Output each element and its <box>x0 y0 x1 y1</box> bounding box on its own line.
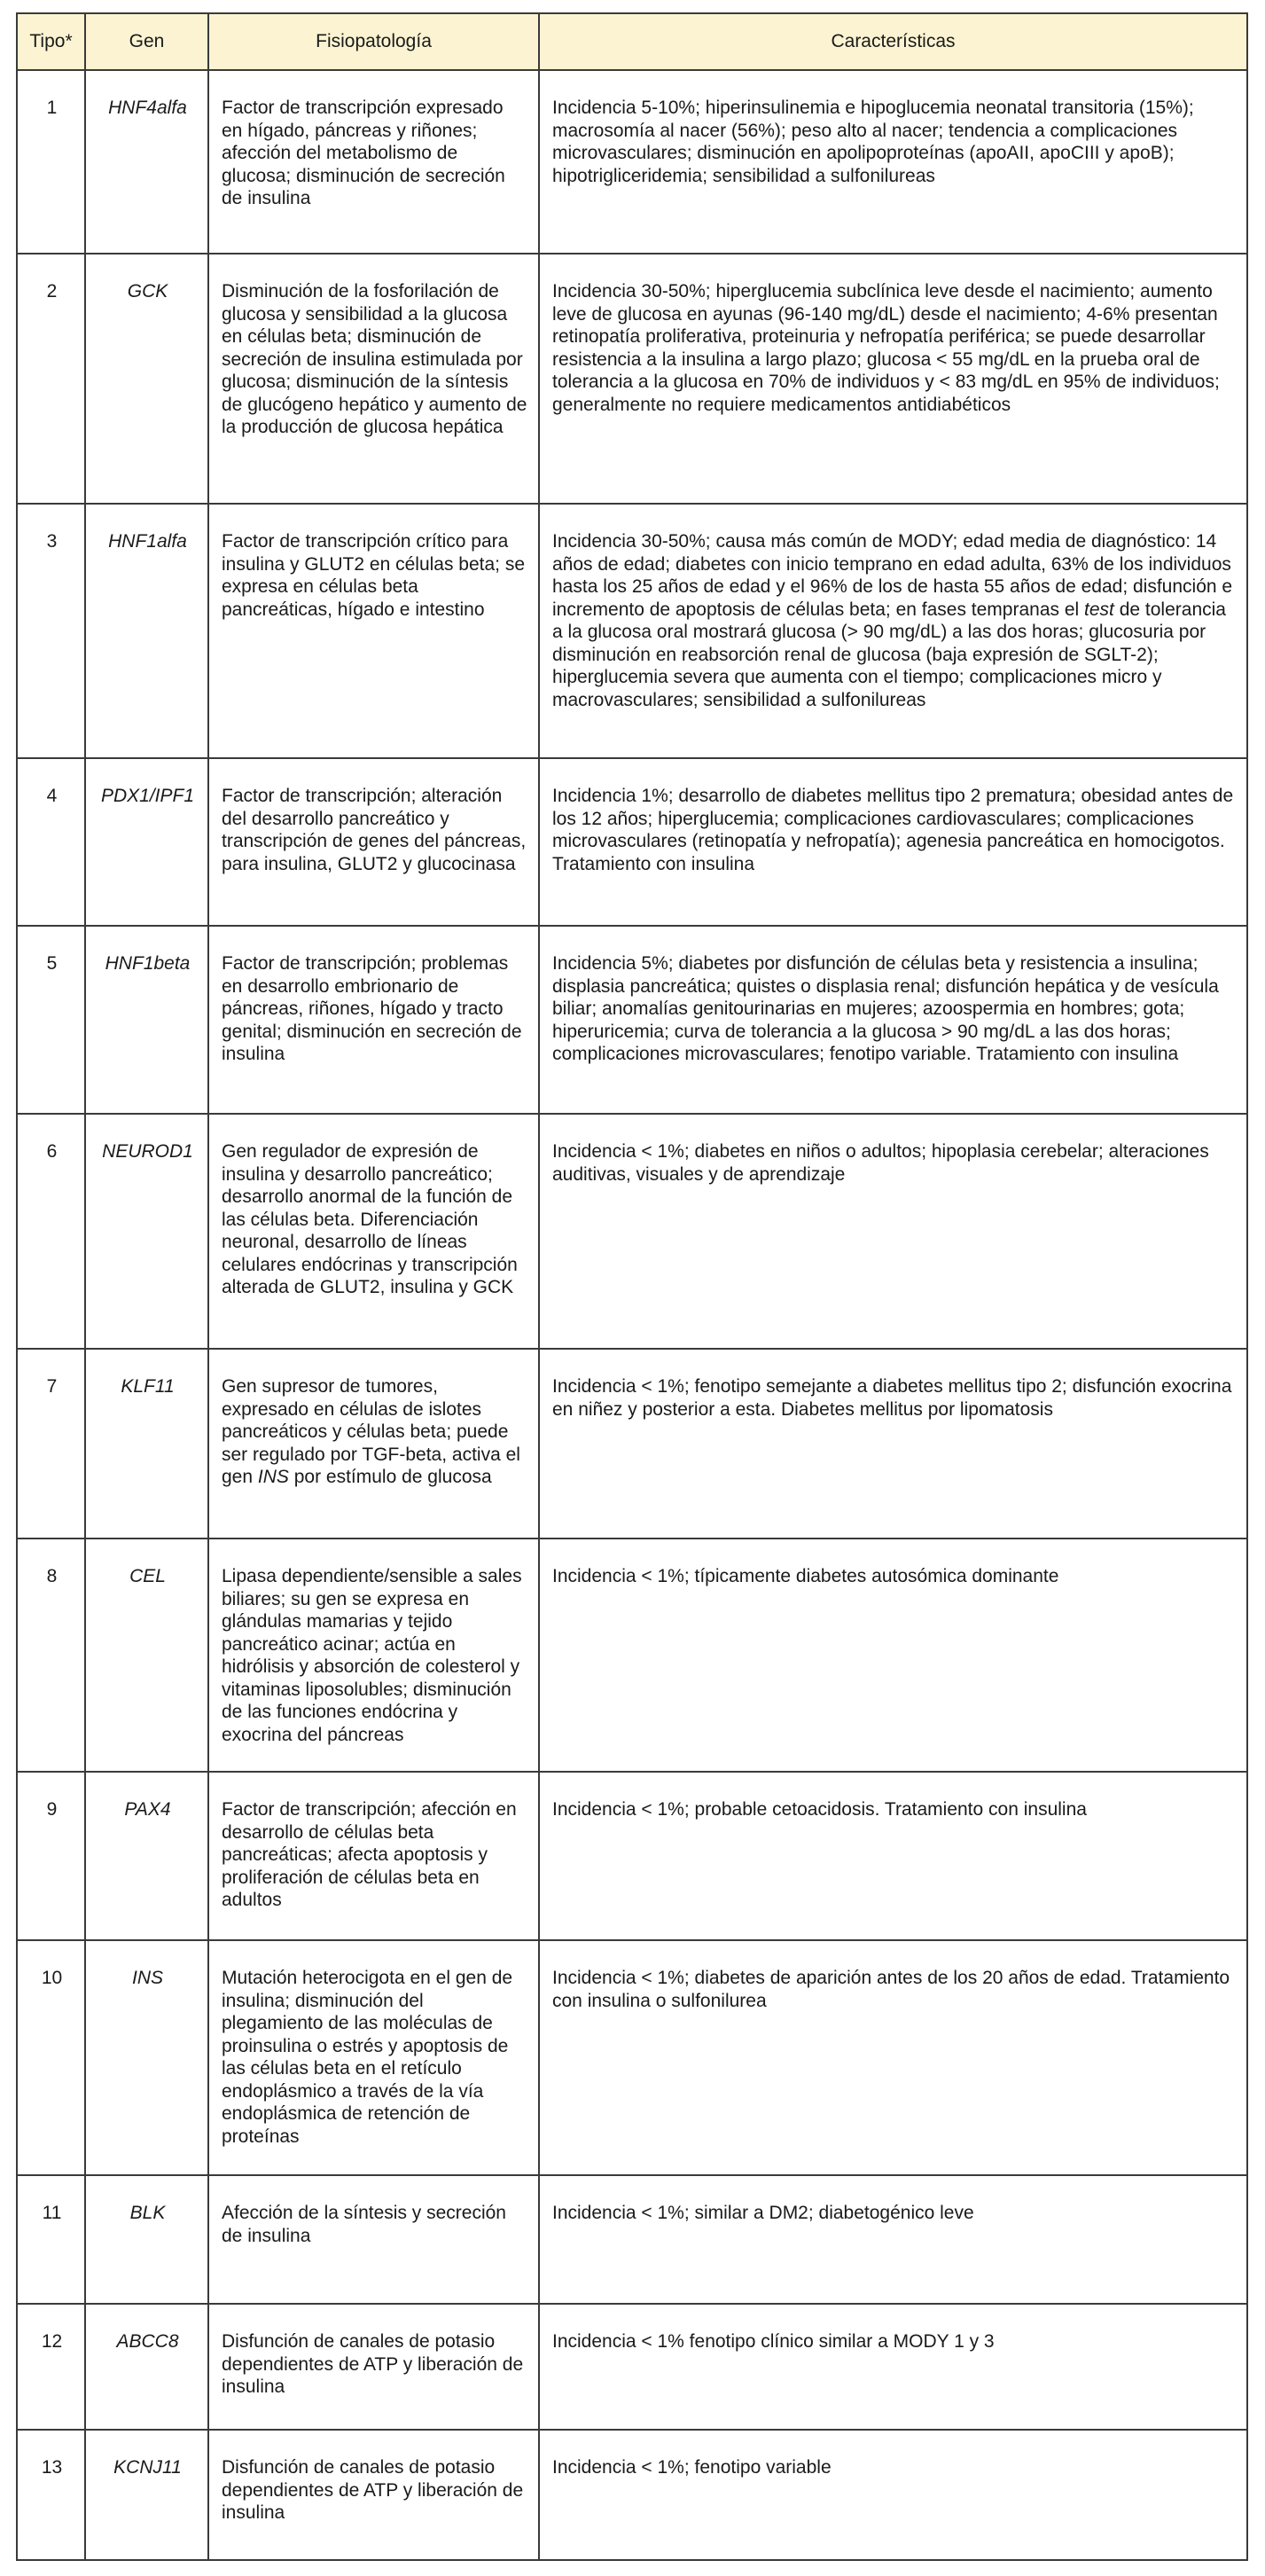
fisiopatologia-cell: Disfunción de canales de potasio dependientes de ATP y liberación de insulina <box>208 2304 539 2430</box>
fisiopatologia-text-b: por estímulo de glucosa <box>288 1467 492 1487</box>
gene-cell: INS <box>85 1940 208 2175</box>
header-tipo: Tipo* <box>17 13 85 70</box>
tipo-cell: 7 <box>17 1349 85 1539</box>
header-fisiopatologia: Fisiopatología <box>208 13 539 70</box>
fisiopatologia-cell: Disminución de la fosforilación de glucosa y sensibilidad a la glucosa en células beta; disminución de secreción de insulina estimulada por glucosa; disminución de la síntesis de glucógeno hepático y aumento de la producción de glucosa hepática <box>208 254 539 504</box>
gene-cell: CEL <box>85 1539 208 1772</box>
fisiopatologia-text-a: Gen supresor de tumores, expresado en células de islotes pancreáticos y células beta; puede ser regulado por TGF-beta, activa el gen <box>222 1376 520 1487</box>
gene-cell: PDX1/IPF1 <box>85 758 208 926</box>
caracteristicas-italic-term: test <box>1084 599 1114 620</box>
caracteristicas-cell: Incidencia < 1% fenotipo clínico similar a MODY 1 y 3 <box>539 2304 1247 2430</box>
caracteristicas-cell: Incidencia < 1%; probable cetoacidosis. Tratamiento con insulina <box>539 1772 1247 1940</box>
caracteristicas-cell: Incidencia < 1%; fenotipo semejante a diabetes mellitus tipo 2; disfunción exocrina en niñez y posterior a esta. Diabetes mellitus por lipomatosis <box>539 1349 1247 1539</box>
fisiopatologia-cell: Gen regulador de expresión de insulina y desarrollo pancreático; desarrollo anormal de la función de las células beta. Diferenciación neuronal, desarrollo de líneas celulares endócrinas y transcripción alterada de GLUT2, insulina y GCK <box>208 1114 539 1349</box>
gene-cell: BLK <box>85 2175 208 2304</box>
fisiopatologia-cell: Mutación heterocigota en el gen de insulina; disminución del plegamiento de las moléculas de proinsulina o estrés y apoptosis de las células beta en el retículo endoplásmico a través de la vía endoplásmica de retención de proteínas <box>208 1940 539 2175</box>
fisiopatologia-cell: Factor de transcripción; alteración del desarrollo pancreático y transcripción de genes del páncreas, para insulina, GLUT2 y glucocinasa <box>208 758 539 926</box>
caracteristicas-cell: Incidencia < 1%; diabetes en niños o adultos; hipoplasia cerebelar; alteraciones auditivas, visuales y de aprendizaje <box>539 1114 1247 1349</box>
fisiopatologia-cell: Factor de transcripción expresado en hígado, páncreas y riñones; afección del metabolismo de glucosa; disminución de secreción de insulina <box>208 70 539 254</box>
caracteristicas-cell: Incidencia 1%; desarrollo de diabetes mellitus tipo 2 prematura; obesidad antes de los 12 años; hiperglucemia; complicaciones cardiovasculares; complicaciones microvasculares (retinopatía y nefropatía); agenesia pancreática en homocigotos. Tratamiento con insulina <box>539 758 1247 926</box>
fisiopatologia-cell: Factor de transcripción; problemas en desarrollo embrionario de páncreas, riñones, hígado y tracto genital; disminución en secreción de insulina <box>208 926 539 1114</box>
gene-cell: NEUROD1 <box>85 1114 208 1349</box>
tipo-cell: 13 <box>17 2430 85 2560</box>
caracteristicas-cell: Incidencia < 1%; típicamente diabetes autosómica dominante <box>539 1539 1247 1772</box>
gene-cell: GCK <box>85 254 208 504</box>
tipo-cell: 6 <box>17 1114 85 1349</box>
caracteristicas-cell: Incidencia < 1%; similar a DM2; diabetogénico leve <box>539 2175 1247 2304</box>
table-row <box>17 1114 1247 1349</box>
caracteristicas-cell: Incidencia < 1%; diabetes de aparición antes de los 20 años de edad. Tratamiento con insulina o sulfonilurea <box>539 1940 1247 2175</box>
table-row <box>17 2430 1247 2560</box>
gene-cell: ABCC8 <box>85 2304 208 2430</box>
table-row <box>17 1349 1247 1539</box>
caracteristicas-cell: Incidencia 5-10%; hiperinsulinemia e hipoglucemia neonatal transitoria (15%); macrosomía al nacer (56%); peso alto al nacer; tendencia a complicaciones microvasculares; disminución en apolipoproteínas (apoAII, apoCIII y apoB); hipotrigliceridemia; sensibilidad a sulfonilureas <box>539 70 1247 254</box>
gene-cell: HNF1beta <box>85 926 208 1114</box>
tipo-cell: 8 <box>17 1539 85 1772</box>
header-row <box>17 13 1247 70</box>
fisiopatologia-cell: Factor de transcripción; afección en desarrollo de células beta pancreáticas; afecta apoptosis y proliferación de células beta en adultos <box>208 1772 539 1940</box>
caracteristicas-text-a: Incidencia 30-50%; causa más común de MODY; edad media de diagnóstico: 14 años de edad; diabetes con inicio temprano en edad adulta, 63% de los individuos hasta los 25 años de edad y el 96% de los de hasta 55 años de edad; disfunción e incremento de apoptosis de células beta; en fases tempranas el <box>552 531 1233 620</box>
table-row <box>17 2175 1247 2304</box>
tipo-cell: 1 <box>17 70 85 254</box>
gene-cell: KLF11 <box>85 1349 208 1539</box>
header-gen: Gen <box>85 13 208 70</box>
tipo-cell: 9 <box>17 1772 85 1940</box>
fisiopatologia-cell: Factor de transcripción crítico para insulina y GLUT2 en células beta; se expresa en células beta pancreáticas, hígado e intestino <box>208 504 539 758</box>
fisiopatologia-cell <box>208 1349 539 1539</box>
table-row <box>17 1539 1247 1772</box>
table-row <box>17 758 1247 926</box>
caracteristicas-cell: Incidencia < 1%; fenotipo variable <box>539 2430 1247 2560</box>
tipo-cell: 3 <box>17 504 85 758</box>
table-row <box>17 254 1247 504</box>
caracteristicas-cell <box>539 504 1247 758</box>
table-row <box>17 1772 1247 1940</box>
tipo-cell: 11 <box>17 2175 85 2304</box>
gene-cell: HNF1alfa <box>85 504 208 758</box>
caracteristicas-text-b: de tolerancia a la glucosa oral mostrará glucosa (> 90 mg/dL) a las dos horas; glucosuria por disminución en reabsorción renal de glucosa (baja expresión de SGLT-2); hiperglucemia severa que aumenta con el tiempo; complicaciones micro y macrovasculares; sensibilidad a sulfonilureas <box>552 599 1226 710</box>
gene-cell: HNF4alfa <box>85 70 208 254</box>
caracteristicas-cell: Incidencia 30-50%; hiperglucemia subclínica leve desde el nacimiento; aumento leve de glucosa en ayunas (96-140 mg/dL) desde el nacimiento; 4-6% presentan retinopatía proliferativa, proteinuria y nefropatía periférica; se puede desarrollar resistencia a la insulina a largo plazo; glucosa < 55 mg/dL en la prueba oral de tolerancia a la glucosa en 70% de individuos y < 83 mg/dL en 95% de individuos; generalmente no requiere medicamentos antidiabéticos <box>539 254 1247 504</box>
mody-types-table <box>16 12 1248 2561</box>
fisiopatologia-cell: Lipasa dependiente/sensible a sales biliares; su gen se expresa en glándulas mamarias y tejido pancreático acinar; actúa en hidrólisis y absorción de colesterol y vitaminas liposolubles; disminución de las funciones endócrina y exocrina del páncreas <box>208 1539 539 1772</box>
fisiopatologia-italic-gene: INS <box>257 1467 289 1487</box>
table-row <box>17 504 1247 758</box>
fisiopatologia-cell: Afección de la síntesis y secreción de insulina <box>208 2175 539 2304</box>
table-row <box>17 2304 1247 2430</box>
fisiopatologia-cell: Disfunción de canales de potasio dependientes de ATP y liberación de insulina <box>208 2430 539 2560</box>
tipo-cell: 10 <box>17 1940 85 2175</box>
header-caracteristicas: Características <box>539 13 1247 70</box>
table-row <box>17 70 1247 254</box>
gene-cell: PAX4 <box>85 1772 208 1940</box>
tipo-cell: 12 <box>17 2304 85 2430</box>
gene-cell: KCNJ11 <box>85 2430 208 2560</box>
caracteristicas-cell: Incidencia 5%; diabetes por disfunción de células beta y resistencia a insulina; displasia pancreática; quistes o displasia renal; disfunción hepática y de vesícula biliar; anomalías genitourinarias en mujeres; azoospermia en hombres; gota; hiperuricemia; curva de tolerancia a la glucosa > 90 mg/dL a las dos horas; complicaciones microvasculares; fenotipo variable. Tratamiento con insulina <box>539 926 1247 1114</box>
tipo-cell: 5 <box>17 926 85 1114</box>
table-row <box>17 926 1247 1114</box>
tipo-cell: 4 <box>17 758 85 926</box>
tipo-cell: 2 <box>17 254 85 504</box>
table-row <box>17 1940 1247 2175</box>
